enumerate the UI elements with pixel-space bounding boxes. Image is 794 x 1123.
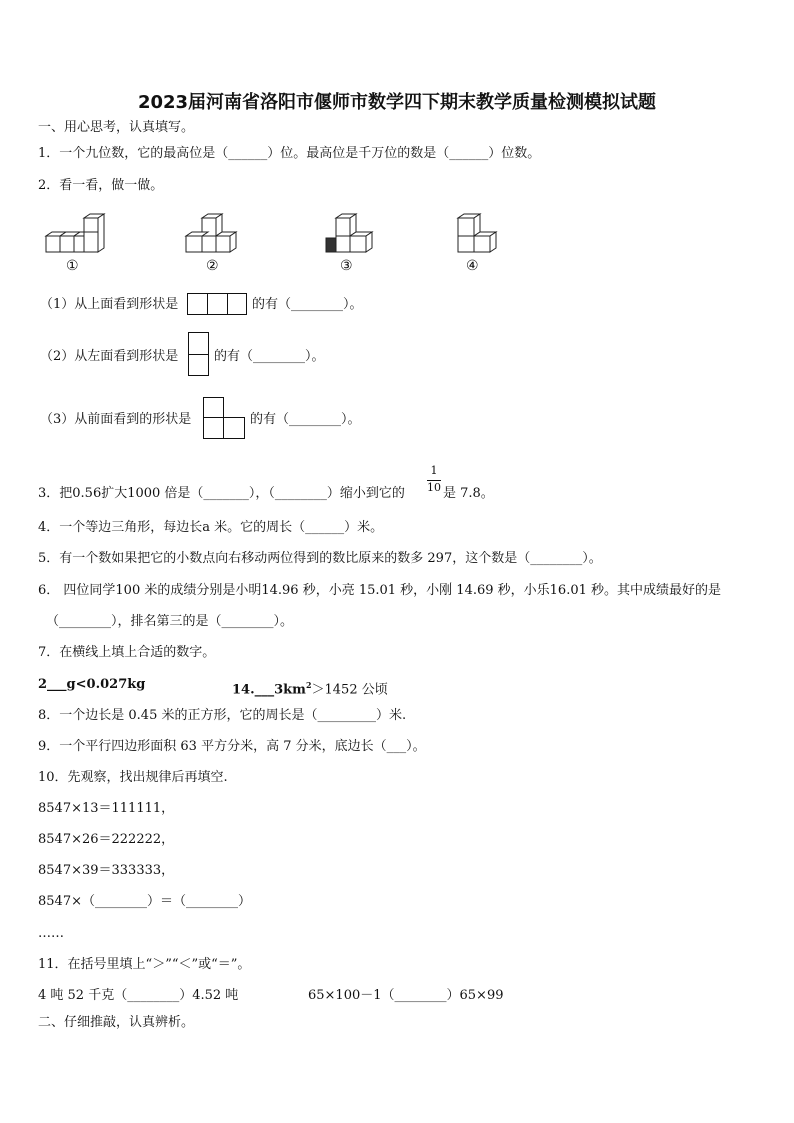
question-7-stem: 7．在横线上填上合适的数字。 xyxy=(38,645,216,660)
figure-label-4: ④ xyxy=(466,258,479,274)
q10-ellipsis: …… xyxy=(38,926,64,941)
question-10-stem: 10．先观察，找出规律后再填空. xyxy=(38,770,228,785)
figure-label-1: ① xyxy=(66,258,79,274)
question-8: 8．一个边长是 0.45 米的正方形，它的周长是（_________）米. xyxy=(38,708,407,723)
cube-figure-4 xyxy=(456,214,504,254)
q2-sub1-prefix: （1）从上面看到形状是 xyxy=(40,297,179,312)
q10-line-3: 8547×39＝333333， xyxy=(38,863,175,878)
question-9: 9．一个平行四边形面积 63 平方分米，高 7 分米，底边长（___）。 xyxy=(38,739,426,754)
fraction-numerator: 1 xyxy=(430,464,438,477)
question-5: 5．有一个数如果把它的小数点向右移动两位得到的数比原来的数多 297，这个数是（________）。 xyxy=(38,551,602,566)
question-2-stem: 2．看一看，做一做。 xyxy=(38,178,164,193)
q2-sub2-prefix: （2）从左面看到形状是 xyxy=(40,349,179,364)
page-title: 2023届河南省洛阳市偃师市数学四下期末教学质量检测模拟试题 xyxy=(137,92,657,113)
question-6-line-2: （________），排名第三的是（________）。 xyxy=(46,614,294,629)
superscript-2: 2 xyxy=(305,680,312,690)
question-11-b: 65×100－1（________）65×99 xyxy=(308,988,504,1003)
question-7-b-pre: 14.___3km xyxy=(232,682,306,698)
question-6-line-1: 6． 四位同学100 米的成绩分别是小明14.96 秒，小亮 15.01 秒，小刚 14.69 秒，小乐16.01 秒。其中成绩最好的是 xyxy=(38,583,722,598)
q2-sub3-suffix: 的有（________）。 xyxy=(250,412,361,427)
figure-label-2: ② xyxy=(206,258,219,274)
question-7-b xyxy=(232,677,388,698)
question-7-b-post: ＞1452 公顷 xyxy=(311,682,388,698)
q10-line-1: 8547×13＝111111， xyxy=(38,801,175,816)
cube-figure-3 xyxy=(324,212,380,256)
question-1: 1．一个九位数，它的最高位是（______）位。最高位是千万位的数是（______）位数。 xyxy=(38,146,541,161)
left-view-shape xyxy=(188,332,209,376)
cube-figure-1 xyxy=(44,214,108,254)
question-3-part-b: 是 7.8。 xyxy=(443,486,494,501)
q2-sub2-suffix: 的有（________）。 xyxy=(214,349,325,364)
q2-sub3-prefix: （3）从前面看到的形状是 xyxy=(40,412,192,427)
q2-sub1-suffix: 的有（________）。 xyxy=(252,297,363,312)
question-4: 4．一个等边三角形，每边长a 米。它的周长（______）米。 xyxy=(38,520,384,535)
figure-label-3: ③ xyxy=(340,258,353,274)
cube-figure-2 xyxy=(184,214,248,254)
front-view-shape xyxy=(203,397,245,439)
top-view-shape xyxy=(187,293,247,315)
q10-line-2: 8547×26＝222222， xyxy=(38,832,175,847)
question-3-part-a: 3．把0.56扩大1000 倍是（_______），（________）缩小到它的 xyxy=(38,486,405,501)
question-7-a: 2___g<0.027kg xyxy=(38,677,146,692)
section-2-heading: 二、仔细推敲，认真辨析。 xyxy=(38,1015,195,1030)
fraction-denominator: 10 xyxy=(427,481,441,494)
question-11-a: 4 吨 52 千克（________）4.52 吨 xyxy=(38,988,239,1003)
question-11-stem: 11．在括号里填上“＞”“＜”或“＝”。 xyxy=(38,957,251,972)
section-1-heading: 一、用心思考，认真填写。 xyxy=(38,120,195,135)
q10-line-4: 8547×（________）＝（________） xyxy=(38,894,251,909)
